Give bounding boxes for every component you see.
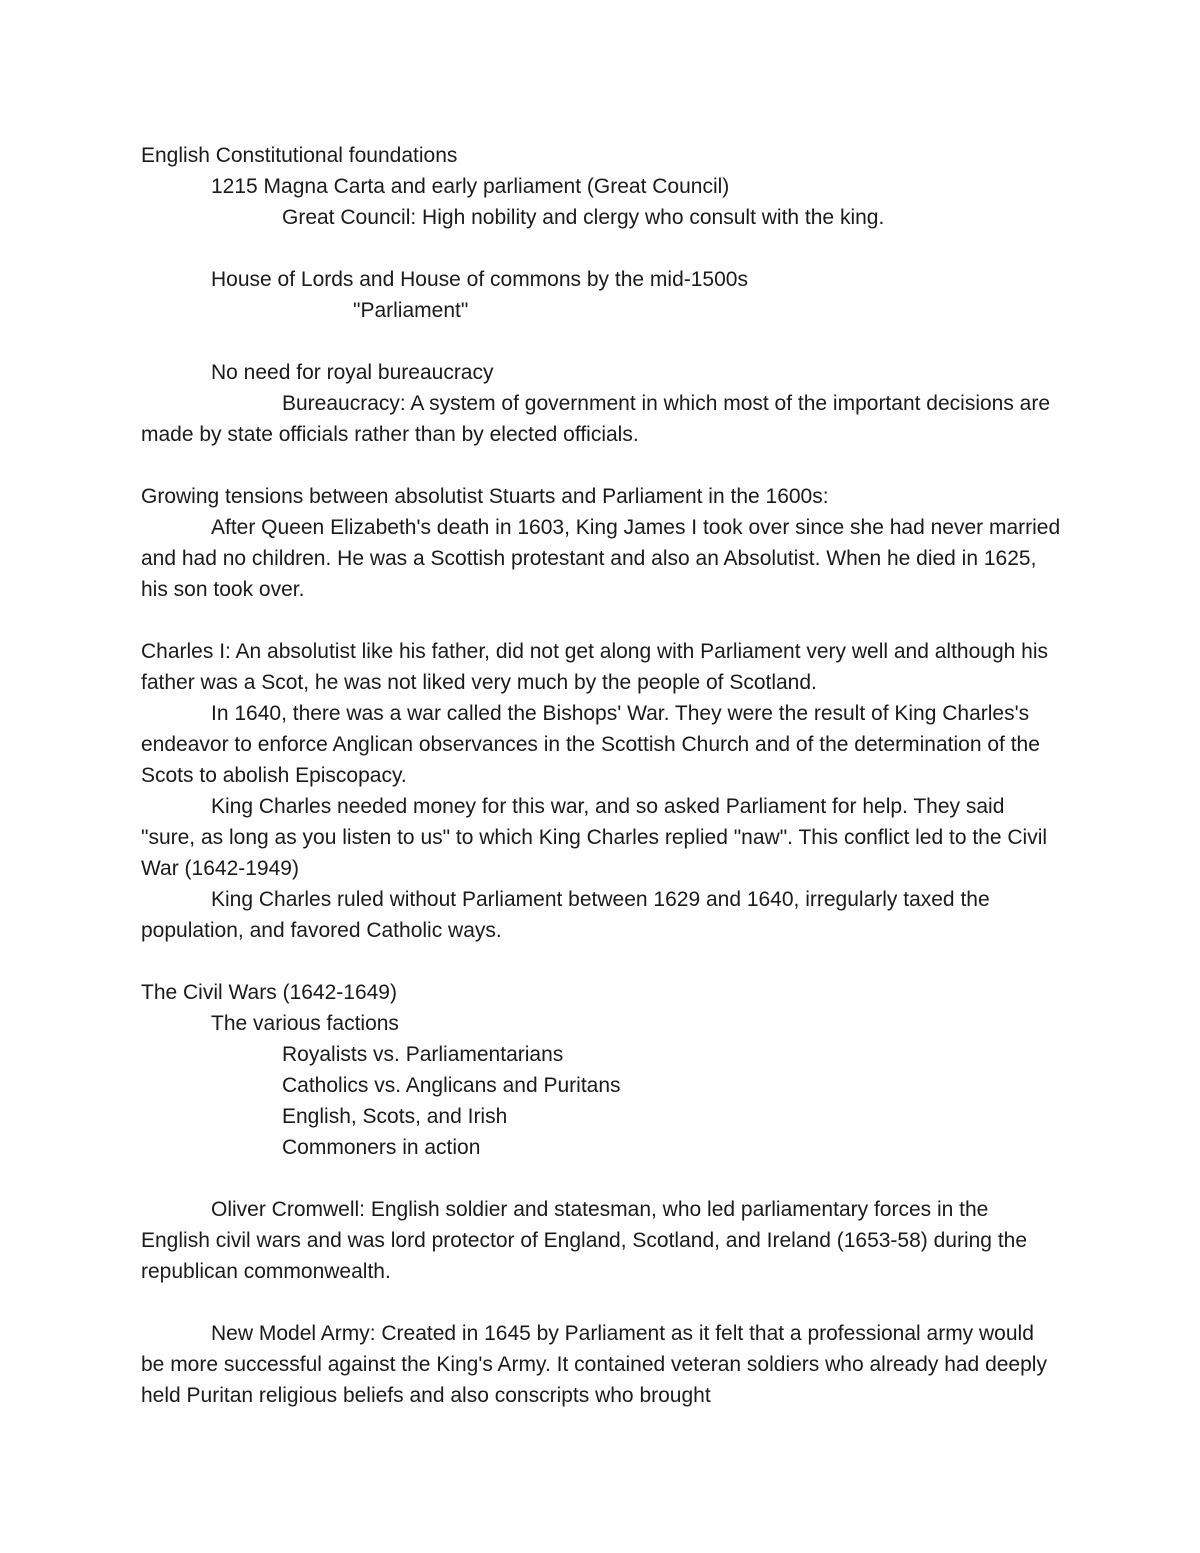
cromwell-paragraph: Oliver Cromwell: English soldier and statesman, who led parliamentary forces in the English civil wars and was lord protector of England, Scotland, and Ireland (1653-58) during the republican commonwealth.: [141, 1198, 1028, 1283]
parliament-quote: "Parliament": [353, 299, 469, 322]
james-paragraph: After Queen Elizabeth's death in 1603, King James I took over since she had never married and had no children. He was a Scottish protestant and also an Absolutist. When he died in 1625, his son took over.: [141, 516, 1061, 601]
section-heading-english-foundations: English Constitutional foundations: [141, 144, 458, 167]
bureaucracy-line: No need for royal bureaucracy: [211, 361, 494, 384]
spacer: [141, 326, 1061, 357]
section-heading-growing-tensions: Growing tensions between absolutist Stuarts and Parliament in the 1600s:: [141, 485, 829, 508]
factions-line: The various factions: [211, 1012, 399, 1035]
great-council-definition: Great Council: High nobility and clergy who consult with the king.: [282, 206, 885, 229]
spacer: [141, 1163, 1061, 1194]
money-paragraph: King Charles needed money for this war, and so asked Parliament for help. They said "sure, as long as you listen to us" to which King Charles replied "naw". This conflict led to the Civil War (1642-1949): [141, 795, 1048, 880]
spacer: [141, 450, 1061, 481]
faction-item: Commoners in action: [282, 1136, 481, 1159]
charles-paragraph: Charles I: An absolutist like his father, did not get along with Parliament very well and although his father was a Scot, he was not liked very much by the people of Scotland.: [141, 640, 1049, 694]
document-body: [141, 140, 1061, 1411]
bureaucracy-definition: Bureaucracy: A system of government in which most of the important decisions are made by state officials rather than by elected officials.: [141, 392, 1051, 446]
faction-item: Royalists vs. Parliamentarians: [282, 1043, 564, 1066]
spacer: [141, 605, 1061, 636]
magna-carta-line: 1215 Magna Carta and early parliament (Great Council): [211, 175, 730, 198]
new-model-army-paragraph: New Model Army: Created in 1645 by Parliament as it felt that a professional army would be more successful against the King's Army. It contained veteran soldiers who already had deeply held Puritan religious beliefs and also conscripts who brought: [141, 1322, 1047, 1407]
rule-without-parliament-paragraph: King Charles ruled without Parliament between 1629 and 1640, irregularly taxed the population, and favored Catholic ways.: [141, 888, 990, 942]
bishops-war-paragraph: In 1640, there was a war called the Bishops' War. They were the result of King Charles's endeavor to enforce Anglican observances in the Scottish Church and of the determination of the Scots to abolish Episcopacy.: [141, 702, 1040, 787]
section-heading-civil-wars: The Civil Wars (1642-1649): [141, 981, 397, 1004]
spacer: [141, 946, 1061, 977]
houses-line: House of Lords and House of commons by the mid-1500s: [211, 268, 748, 291]
spacer: [141, 233, 1061, 264]
faction-item: Catholics vs. Anglicans and Puritans: [282, 1074, 621, 1097]
spacer: [141, 1287, 1061, 1318]
faction-item: English, Scots, and Irish: [282, 1105, 508, 1128]
